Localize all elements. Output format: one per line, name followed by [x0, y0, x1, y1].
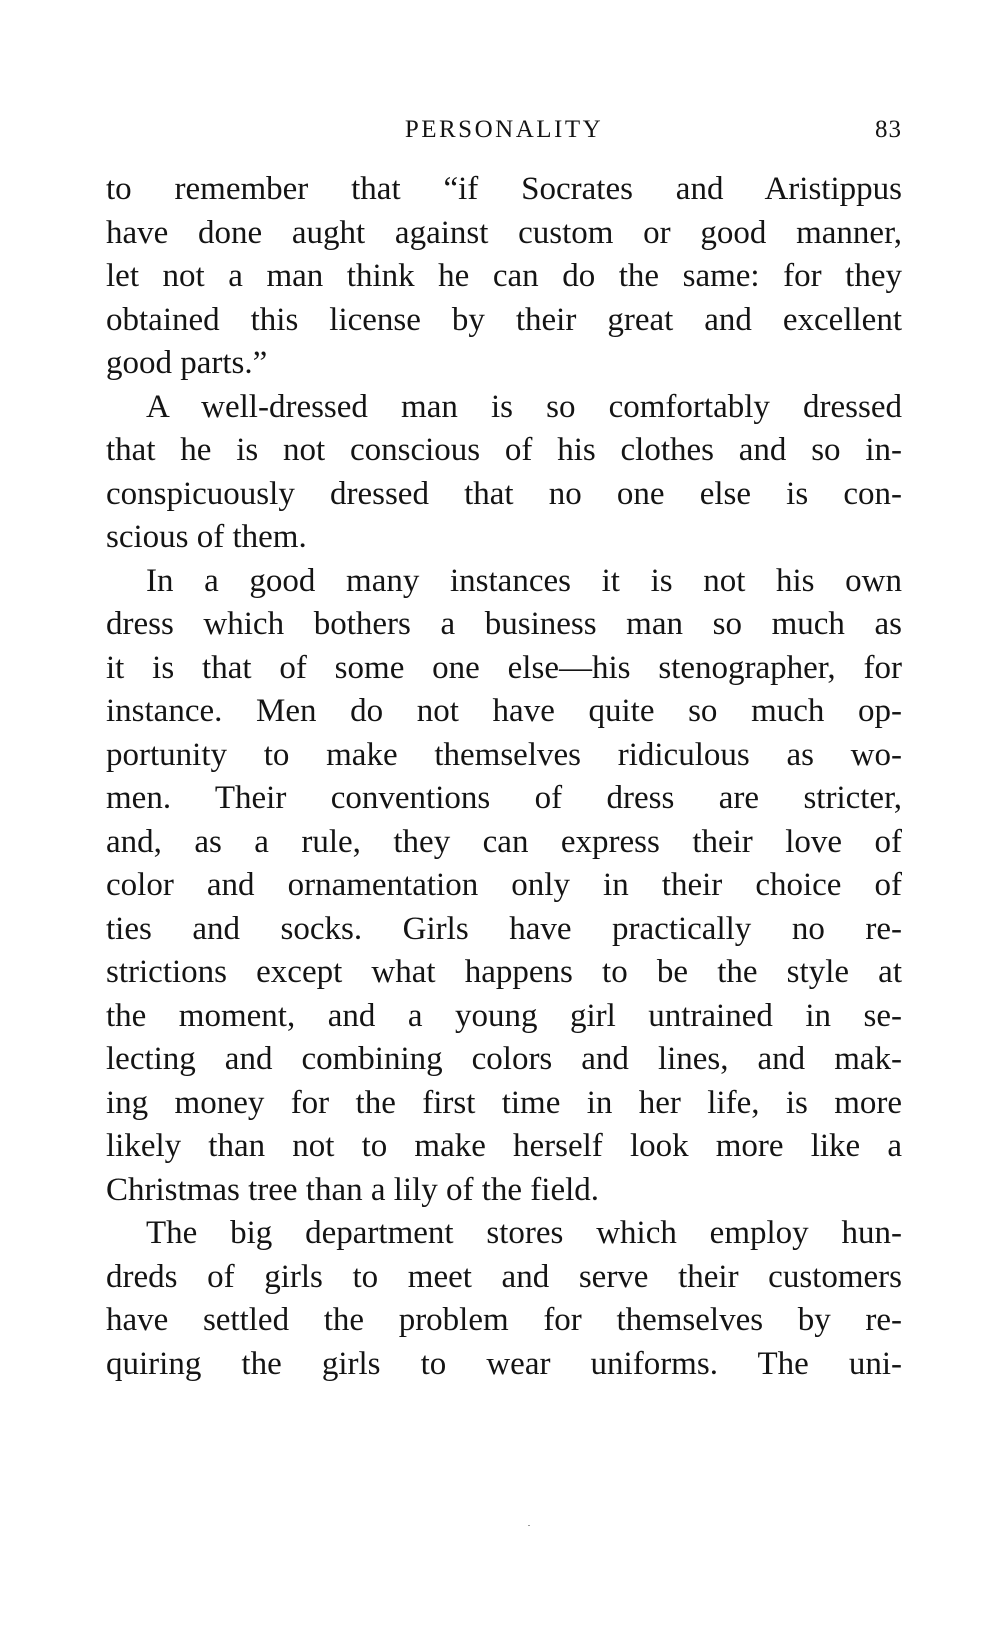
- text-line: let not a man think he can do the same: for they: [106, 258, 902, 294]
- text-line: dreds of girls to meet and serve their customers: [106, 1258, 902, 1295]
- running-title: PERSONALITY: [404, 116, 604, 143]
- text-line: Christmas tree than a lily of the field.: [106, 1171, 600, 1208]
- text-line: the moment, and a young girl untrained in se-: [106, 997, 902, 1034]
- body-text: [106, 168, 902, 1386]
- paragraph-4: [106, 1212, 902, 1386]
- paragraph-2: [106, 386, 902, 560]
- text-line: A well-dressed man is so comfortably dressed: [146, 388, 902, 425]
- text-line: ties and socks. Girls have practically no re-: [106, 910, 902, 947]
- paragraph-1: [106, 168, 902, 386]
- text-line: portunity to make themselves ridiculous as wo-: [106, 736, 902, 773]
- text-line: have done aught against custom or good manner,: [106, 214, 902, 251]
- text-line: and, as a rule, they can express their love of: [106, 823, 902, 860]
- paragraph-3: [106, 560, 902, 1213]
- text-line: conspicuously dressed that no one else is con-: [106, 475, 902, 512]
- running-head: [106, 110, 902, 150]
- text-line: color and ornamentation only in their choice of: [106, 867, 902, 903]
- text-line: have settled the problem for themselves by re-: [106, 1302, 902, 1338]
- text-line: instance. Men do not have quite so much op-: [106, 693, 902, 729]
- text-line: likely than not to make herself look more like a: [106, 1128, 902, 1164]
- text-line: ing money for the first time in her life, is more: [106, 1084, 902, 1121]
- page-number: 83: [875, 116, 902, 143]
- text-line: In a good many instances it is not his own: [146, 562, 902, 599]
- text-line: quiring the girls to wear uniforms. The uni-: [106, 1345, 902, 1382]
- text-line: The big department stores which employ hun-: [146, 1215, 902, 1251]
- text-line: men. Their conventions of dress are stricter,: [106, 780, 902, 816]
- text-line: good parts.”: [106, 345, 268, 381]
- text-line: that he is not conscious of his clothes and so in-: [106, 432, 902, 468]
- text-line: to remember that “if Socrates and Aristippus: [106, 171, 902, 207]
- text-line: strictions except what happens to be the style at: [106, 954, 902, 990]
- text-line: dress which bothers a business man so much as: [106, 606, 902, 642]
- text-line: lecting and combining colors and lines, and mak-: [106, 1041, 902, 1077]
- text-line: obtained this license by their great and excellent: [106, 301, 902, 338]
- text-line: scious of them.: [106, 519, 307, 555]
- text-line: it is that of some one else—his stenographer, for: [106, 649, 902, 686]
- paper-speck: [528, 1525, 530, 1526]
